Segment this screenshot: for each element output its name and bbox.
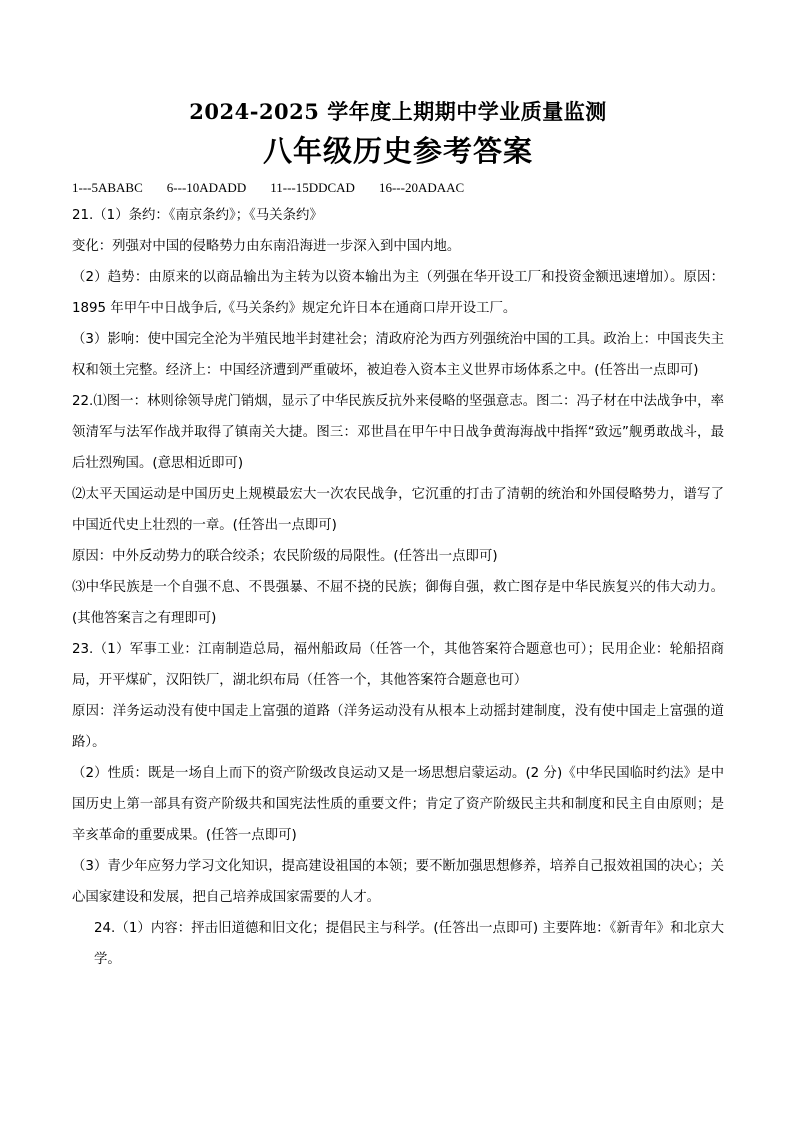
- q21-change: 变化：列强对中国的侵略势力由东南沿海进一步深入到中国内地。: [72, 239, 461, 254]
- q21-part2-trend: （2）趋势：由原来的以商品输出为主转为以资本输出为主（列强在华开设工厂和投资金额迅速增加）。原因：1895 年甲午中日战争后,《马关条约》规定允许日本在通商口岸开设工厂。: [72, 270, 724, 316]
- choice-answer-row: [72, 178, 724, 198]
- document-subtitle: 八年级历史参考答案: [262, 134, 533, 168]
- choice-answers-11-15: 11---15DDCAD: [270, 180, 355, 195]
- q23-part2-nature: （2）性质：既是一场自上而下的资产阶级改良运动又是一场思想启蒙运动。(2 分)《中华民国临时约法》是中国历史上第一部具有资产阶级共和国宪法性质的重要文件；肯定了资产阶级民主共和制度和民主自由原则；是辛亥革命的重要成果。(任答一点即可): [72, 766, 724, 843]
- q23-part3-youth: （3）青少年应努力学习文化知识，提高建设祖国的本领；要不断加强思想修养，培养自己报效祖国的决心；关心国家建设和发展，把自己培养成国家需要的人才。: [72, 859, 724, 905]
- q21-part3-impact: （3）影响：使中国完全沦为半殖民地半封建社会；清政府沦为西方列强统治中国的工具。政治上：中国丧失主权和领土完整。经济上：中国经济遭到严重破坏，被迫卷入资本主义世界市场体系之中。(任答出一点即可): [72, 332, 724, 378]
- q22-reason: 原因：中外反动势力的联合绞杀；农民阶级的局限性。(任答出一点即可): [72, 549, 498, 564]
- q21-part1-treaties: 21.（1）条约：《南京条约》；《马关条约》: [72, 208, 323, 223]
- choice-answers-1-5: 1---5ABABC: [72, 180, 143, 195]
- q23-reason: 原因：洋务运动没有使中国走上富强的道路（洋务运动没有从根本上动摇封建制度，没有使中国走上富强的道路）。: [72, 704, 724, 750]
- document-title: 2024-2025 学年度上期期中学业质量监测: [189, 99, 607, 124]
- q24-part1-content: 24.（1）内容：抨击旧道德和旧文化；提倡民主与科学。(任答出一点即可) 主要阵地：《新青年》和北京大学。: [94, 921, 724, 967]
- q23-part1-industry: 23.（1）军事工业：江南制造总局，福州船政局（任答一个，其他答案符合题意也可）；民用企业：轮船招商局，开平煤矿，汉阳铁厂，湖北织布局（任答一个，其他答案符合题意也可）: [72, 642, 724, 688]
- q22-part3-spirit: ⑶中华民族是一个自强不息、不畏强暴、不屈不挠的民族；御侮自强，救亡图存是中华民族复兴的伟大动力。(其他答案言之有理即可): [72, 580, 724, 626]
- q22-part2-taiping: ⑵太平天国运动是中国历史上规模最宏大一次农民战争，它沉重的打击了清朝的统治和外国侵略势力，谱写了中国近代史上壮烈的一章。(任答出一点即可): [72, 487, 724, 533]
- choice-answers-6-10: 6---10ADADD: [166, 180, 247, 195]
- choice-answers-16-20: 16---20ADAAC: [378, 180, 465, 195]
- q22-part1-figures: 22.⑴图一：林则徐领导虎门销烟，显示了中华民族反抗外来侵略的坚强意志。图二：冯子材在中法战争中，率领清军与法军作战并取得了镇南关大捷。图三：邓世昌在甲午中日战争黄海海战中指挥“致远”舰勇敢战斗，最后壮烈殉国。(意思相近即可): [72, 394, 724, 471]
